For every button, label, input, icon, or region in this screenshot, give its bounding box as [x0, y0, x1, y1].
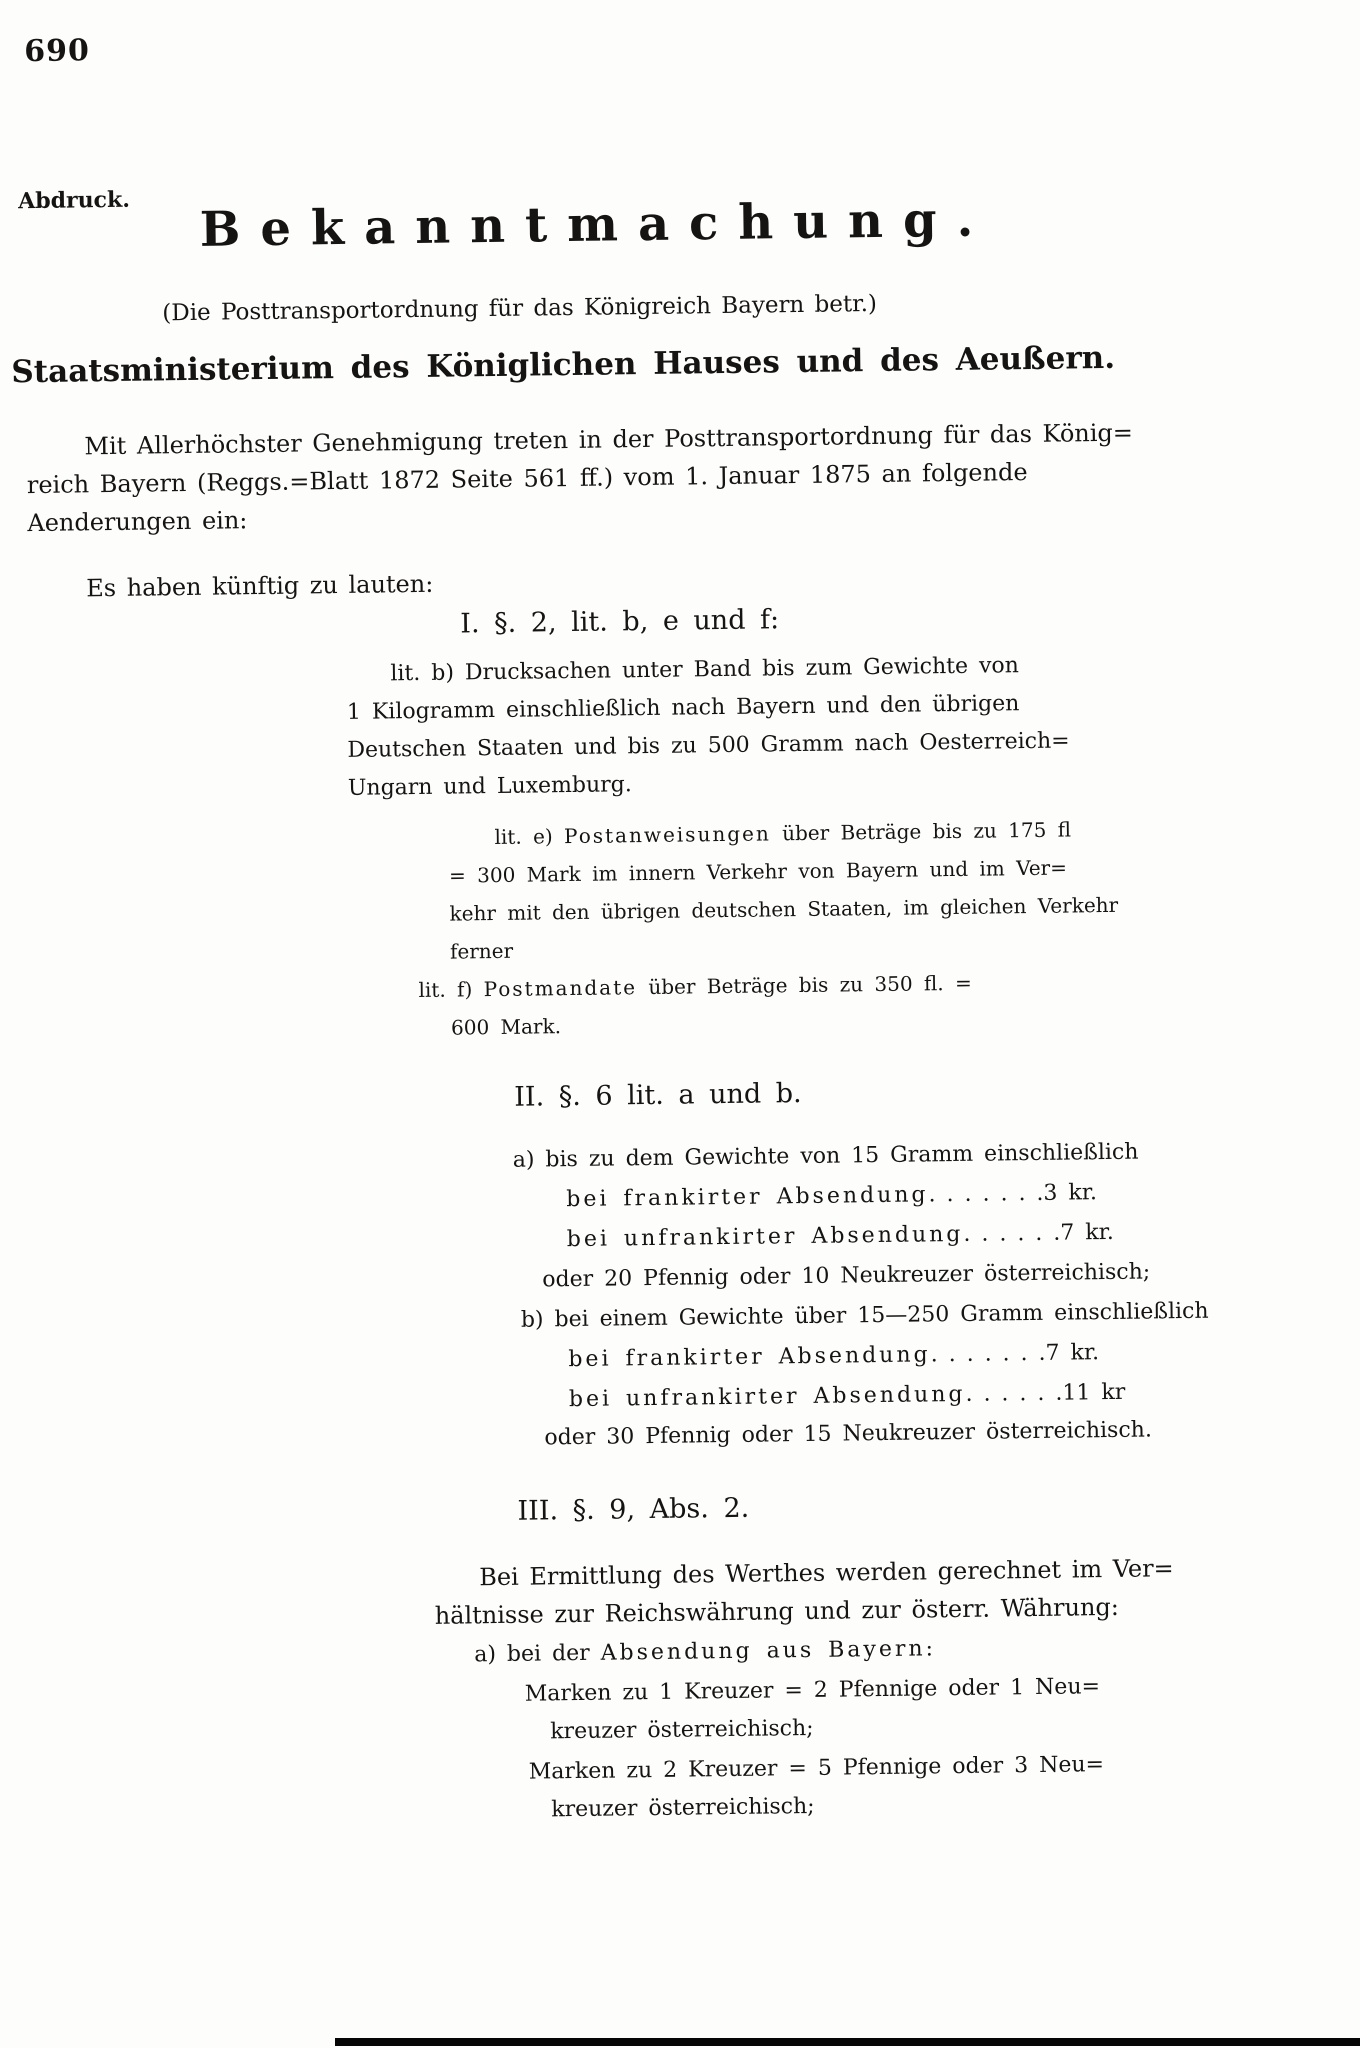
- item-a-note: oder 20 Pfennig oder 10 Neukreuzer österreichisch;: [542, 1259, 1151, 1293]
- lit-e-line: ferner: [449, 938, 514, 964]
- intro-line: Aenderungen ein:: [27, 506, 248, 538]
- item-prefix: a) bei der: [474, 1640, 601, 1668]
- section-3-heading: III. §. 9, Abs. 2.: [517, 1492, 750, 1527]
- document-title: Bekanntmachung.: [199, 191, 994, 258]
- page-number: 690: [23, 33, 91, 70]
- item-b-note: oder 30 Pfennig oder 15 Neukreuzer österreichisch.: [544, 1417, 1153, 1451]
- dispatch-from-bavaria-heading: [474, 1630, 936, 1674]
- marken-line: Marken zu 1 Kreuzer = 2 Pfennige oder 1 Neu=: [524, 1674, 1101, 1707]
- dot-leader: . . . . . .: [963, 1220, 1061, 1247]
- rate-label: bei unfrankirter Absendung: [568, 1381, 966, 1413]
- ministry-heading: Staatsministerium des Königlichen Hauses und des Aeußern.: [11, 339, 1116, 391]
- rate-row: [566, 1174, 1097, 1219]
- rate-value: 7 kr.: [1060, 1219, 1114, 1246]
- valuation-line: Bei Ermittlung des Werthes werden gerechnet im Ver=: [479, 1554, 1174, 1592]
- lit-b-line: Deutschen Staaten und bis zu 500 Gramm nach Oesterreich=: [347, 728, 1070, 763]
- marken-line: Marken zu 2 Kreuzer = 5 Pfennige oder 3 Neu=: [528, 1752, 1105, 1785]
- lit-b-line: lit. b) Drucksachen unter Band bis zum Gewichte von: [390, 653, 1020, 687]
- margin-note: Abdruck.: [18, 186, 131, 215]
- rate-value: 7 kr.: [1045, 1340, 1100, 1366]
- lit-e-term: Postanweisungen: [563, 821, 771, 849]
- item-a-intro: a) bis zu dem Gewichte von 15 Gramm einschließlich: [512, 1139, 1139, 1173]
- lit-f-line: [418, 964, 972, 1009]
- lit-f-line: 600 Mark.: [450, 1014, 562, 1040]
- lead-in-line: Es haben künftig zu lauten:: [86, 569, 434, 603]
- lit-e-line: = 300 Mark im innern Verkehr von Bayern und im Ver=: [448, 855, 1068, 888]
- lit-f-prefix: lit. f): [418, 977, 484, 1003]
- subject-line: (Die Posttransportordnung für das Königreich Bayern betr.): [162, 290, 878, 327]
- lit-e-prefix: lit. e): [494, 824, 565, 850]
- dot-leader: . . . . . .: [965, 1380, 1063, 1407]
- dot-leader: . . . . . . .: [928, 1180, 1044, 1208]
- lit-e-line: kehr mit den übrigen deutschen Staaten, im gleichen Verkehr: [449, 892, 1119, 926]
- rate-row: [568, 1334, 1099, 1379]
- item-b-intro: b) bei einem Gewichte über 15—250 Gramm einschließlich: [520, 1298, 1209, 1333]
- item-emph: Absendung aus Bayern:: [600, 1636, 937, 1666]
- lit-f-suffix: über Beträge bis zu 350 fl. =: [636, 970, 972, 1000]
- valuation-line: hältnisse zur Reichswährung und zur österr. Währung:: [434, 1592, 1120, 1630]
- dot-leader: . . . . . . .: [930, 1340, 1046, 1368]
- intro-line: reich Bayern (Reggs.=Blatt 1872 Seite 561 ff.) vom 1. Januar 1875 an folgende: [26, 458, 1028, 500]
- lit-e-suffix: über Beträge bis zu 175 fl: [770, 817, 1072, 846]
- rate-label: bei frankirter Absendung: [566, 1182, 929, 1213]
- section-1-heading: I. §. 2, lit. b, e und f:: [460, 604, 780, 640]
- scan-edge-artifact: [335, 2038, 1360, 2046]
- lit-b-line: Ungarn und Luxemburg.: [347, 772, 632, 801]
- rate-label: bei unfrankirter Absendung: [566, 1221, 964, 1253]
- marken-line: kreuzer österreichisch;: [551, 1793, 815, 1823]
- intro-line: Mit Allerhöchster Genehmigung treten in der Posttransportordnung für das König=: [84, 418, 1134, 461]
- lit-f-term: Postmandate: [483, 975, 638, 1002]
- rate-value: 11 kr: [1062, 1379, 1126, 1406]
- marken-line: kreuzer österreichisch;: [550, 1715, 814, 1745]
- rate-value: 3 kr.: [1043, 1180, 1098, 1206]
- rate-label: bei frankirter Absendung: [568, 1342, 931, 1373]
- section-2-heading: II. §. 6 lit. a und b.: [514, 1078, 802, 1113]
- lit-b-line: 1 Kilogramm einschließlich nach Bayern und den übrigen: [346, 691, 1020, 725]
- rate-row: [567, 1214, 1114, 1259]
